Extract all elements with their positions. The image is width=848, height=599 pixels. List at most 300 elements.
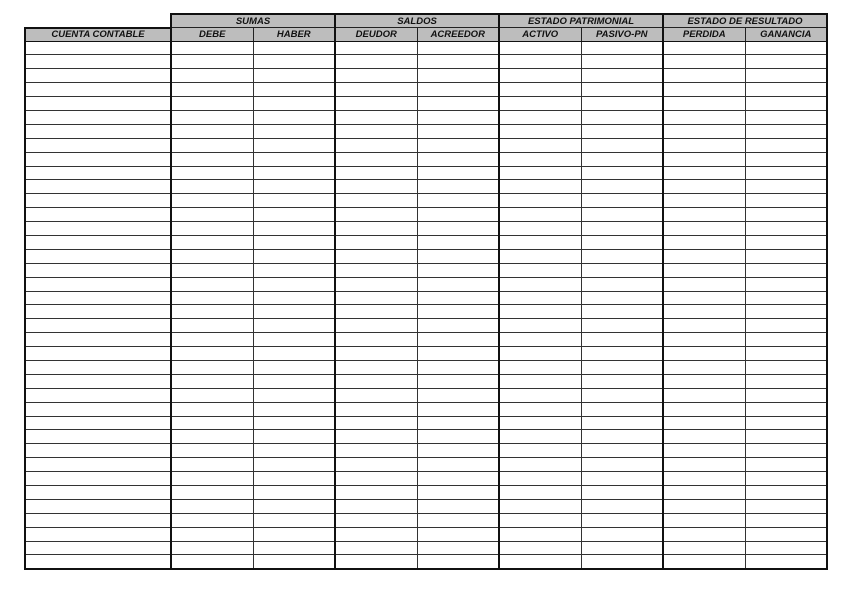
cell-ganancia[interactable] — [745, 194, 827, 208]
cell-pasivo[interactable] — [581, 41, 663, 55]
cell-cuenta[interactable] — [25, 513, 171, 527]
cell-ganancia[interactable] — [745, 263, 827, 277]
cell-ganancia[interactable] — [745, 388, 827, 402]
cell-acreedor[interactable] — [417, 180, 499, 194]
cell-pasivo[interactable] — [581, 152, 663, 166]
cell-debe[interactable] — [171, 180, 253, 194]
cell-cuenta[interactable] — [25, 208, 171, 222]
cell-deudor[interactable] — [335, 249, 417, 263]
cell-haber[interactable] — [253, 97, 335, 111]
cell-ganancia[interactable] — [745, 124, 827, 138]
cell-ganancia[interactable] — [745, 249, 827, 263]
cell-haber[interactable] — [253, 110, 335, 124]
cell-debe[interactable] — [171, 416, 253, 430]
cell-cuenta[interactable] — [25, 138, 171, 152]
cell-cuenta[interactable] — [25, 402, 171, 416]
cell-deudor[interactable] — [335, 527, 417, 541]
cell-acreedor[interactable] — [417, 486, 499, 500]
cell-pasivo[interactable] — [581, 347, 663, 361]
cell-ganancia[interactable] — [745, 444, 827, 458]
cell-debe[interactable] — [171, 347, 253, 361]
cell-haber[interactable] — [253, 402, 335, 416]
cell-debe[interactable] — [171, 541, 253, 555]
cell-haber[interactable] — [253, 430, 335, 444]
cell-cuenta[interactable] — [25, 69, 171, 83]
cell-perdida[interactable] — [663, 277, 745, 291]
cell-pasivo[interactable] — [581, 138, 663, 152]
cell-pasivo[interactable] — [581, 472, 663, 486]
cell-cuenta[interactable] — [25, 527, 171, 541]
cell-pasivo[interactable] — [581, 235, 663, 249]
cell-cuenta[interactable] — [25, 388, 171, 402]
cell-perdida[interactable] — [663, 360, 745, 374]
cell-ganancia[interactable] — [745, 69, 827, 83]
cell-deudor[interactable] — [335, 319, 417, 333]
cell-haber[interactable] — [253, 124, 335, 138]
cell-pasivo[interactable] — [581, 486, 663, 500]
cell-deudor[interactable] — [335, 83, 417, 97]
cell-acreedor[interactable] — [417, 444, 499, 458]
cell-haber[interactable] — [253, 152, 335, 166]
cell-deudor[interactable] — [335, 166, 417, 180]
cell-debe[interactable] — [171, 458, 253, 472]
cell-activo[interactable] — [499, 166, 581, 180]
cell-haber[interactable] — [253, 513, 335, 527]
cell-haber[interactable] — [253, 166, 335, 180]
cell-ganancia[interactable] — [745, 208, 827, 222]
cell-debe[interactable] — [171, 110, 253, 124]
cell-perdida[interactable] — [663, 333, 745, 347]
cell-deudor[interactable] — [335, 291, 417, 305]
cell-pasivo[interactable] — [581, 277, 663, 291]
cell-debe[interactable] — [171, 83, 253, 97]
cell-deudor[interactable] — [335, 305, 417, 319]
cell-acreedor[interactable] — [417, 110, 499, 124]
cell-ganancia[interactable] — [745, 180, 827, 194]
cell-acreedor[interactable] — [417, 499, 499, 513]
cell-ganancia[interactable] — [745, 319, 827, 333]
cell-haber[interactable] — [253, 291, 335, 305]
cell-cuenta[interactable] — [25, 486, 171, 500]
cell-ganancia[interactable] — [745, 222, 827, 236]
cell-deudor[interactable] — [335, 402, 417, 416]
cell-deudor[interactable] — [335, 152, 417, 166]
cell-perdida[interactable] — [663, 513, 745, 527]
cell-perdida[interactable] — [663, 527, 745, 541]
cell-ganancia[interactable] — [745, 97, 827, 111]
cell-activo[interactable] — [499, 41, 581, 55]
cell-debe[interactable] — [171, 305, 253, 319]
cell-perdida[interactable] — [663, 486, 745, 500]
cell-activo[interactable] — [499, 291, 581, 305]
cell-activo[interactable] — [499, 333, 581, 347]
cell-perdida[interactable] — [663, 388, 745, 402]
cell-activo[interactable] — [499, 277, 581, 291]
cell-pasivo[interactable] — [581, 166, 663, 180]
cell-acreedor[interactable] — [417, 319, 499, 333]
cell-deudor[interactable] — [335, 430, 417, 444]
cell-pasivo[interactable] — [581, 527, 663, 541]
cell-perdida[interactable] — [663, 402, 745, 416]
cell-haber[interactable] — [253, 374, 335, 388]
cell-ganancia[interactable] — [745, 333, 827, 347]
cell-ganancia[interactable] — [745, 138, 827, 152]
cell-acreedor[interactable] — [417, 527, 499, 541]
cell-acreedor[interactable] — [417, 347, 499, 361]
cell-haber[interactable] — [253, 472, 335, 486]
cell-deudor[interactable] — [335, 222, 417, 236]
cell-deudor[interactable] — [335, 472, 417, 486]
cell-cuenta[interactable] — [25, 458, 171, 472]
cell-activo[interactable] — [499, 527, 581, 541]
cell-haber[interactable] — [253, 249, 335, 263]
cell-acreedor[interactable] — [417, 124, 499, 138]
cell-debe[interactable] — [171, 513, 253, 527]
cell-cuenta[interactable] — [25, 347, 171, 361]
cell-activo[interactable] — [499, 110, 581, 124]
cell-perdida[interactable] — [663, 555, 745, 569]
cell-pasivo[interactable] — [581, 458, 663, 472]
cell-activo[interactable] — [499, 458, 581, 472]
cell-pasivo[interactable] — [581, 333, 663, 347]
cell-cuenta[interactable] — [25, 472, 171, 486]
cell-perdida[interactable] — [663, 541, 745, 555]
cell-pasivo[interactable] — [581, 402, 663, 416]
cell-activo[interactable] — [499, 444, 581, 458]
cell-deudor[interactable] — [335, 555, 417, 569]
cell-debe[interactable] — [171, 374, 253, 388]
cell-perdida[interactable] — [663, 416, 745, 430]
cell-cuenta[interactable] — [25, 416, 171, 430]
cell-acreedor[interactable] — [417, 55, 499, 69]
cell-haber[interactable] — [253, 388, 335, 402]
cell-debe[interactable] — [171, 69, 253, 83]
cell-cuenta[interactable] — [25, 333, 171, 347]
cell-activo[interactable] — [499, 472, 581, 486]
cell-perdida[interactable] — [663, 458, 745, 472]
cell-perdida[interactable] — [663, 166, 745, 180]
cell-acreedor[interactable] — [417, 222, 499, 236]
cell-activo[interactable] — [499, 541, 581, 555]
cell-perdida[interactable] — [663, 347, 745, 361]
cell-pasivo[interactable] — [581, 499, 663, 513]
cell-debe[interactable] — [171, 319, 253, 333]
cell-cuenta[interactable] — [25, 124, 171, 138]
cell-haber[interactable] — [253, 305, 335, 319]
cell-deudor[interactable] — [335, 374, 417, 388]
cell-haber[interactable] — [253, 180, 335, 194]
cell-activo[interactable] — [499, 305, 581, 319]
cell-debe[interactable] — [171, 555, 253, 569]
cell-cuenta[interactable] — [25, 222, 171, 236]
cell-deudor[interactable] — [335, 458, 417, 472]
cell-haber[interactable] — [253, 319, 335, 333]
cell-debe[interactable] — [171, 277, 253, 291]
cell-haber[interactable] — [253, 458, 335, 472]
cell-acreedor[interactable] — [417, 277, 499, 291]
cell-activo[interactable] — [499, 347, 581, 361]
cell-pasivo[interactable] — [581, 69, 663, 83]
cell-perdida[interactable] — [663, 152, 745, 166]
cell-debe[interactable] — [171, 235, 253, 249]
cell-pasivo[interactable] — [581, 444, 663, 458]
cell-perdida[interactable] — [663, 194, 745, 208]
cell-cuenta[interactable] — [25, 152, 171, 166]
cell-activo[interactable] — [499, 83, 581, 97]
cell-cuenta[interactable] — [25, 110, 171, 124]
cell-debe[interactable] — [171, 97, 253, 111]
cell-perdida[interactable] — [663, 41, 745, 55]
cell-deudor[interactable] — [335, 124, 417, 138]
cell-perdida[interactable] — [663, 249, 745, 263]
cell-haber[interactable] — [253, 138, 335, 152]
cell-perdida[interactable] — [663, 110, 745, 124]
cell-activo[interactable] — [499, 55, 581, 69]
cell-activo[interactable] — [499, 374, 581, 388]
cell-cuenta[interactable] — [25, 291, 171, 305]
cell-acreedor[interactable] — [417, 291, 499, 305]
cell-deudor[interactable] — [335, 235, 417, 249]
cell-debe[interactable] — [171, 360, 253, 374]
cell-ganancia[interactable] — [745, 541, 827, 555]
cell-perdida[interactable] — [663, 180, 745, 194]
cell-cuenta[interactable] — [25, 41, 171, 55]
cell-cuenta[interactable] — [25, 235, 171, 249]
cell-debe[interactable] — [171, 166, 253, 180]
cell-activo[interactable] — [499, 499, 581, 513]
cell-haber[interactable] — [253, 555, 335, 569]
cell-perdida[interactable] — [663, 55, 745, 69]
cell-deudor[interactable] — [335, 69, 417, 83]
cell-haber[interactable] — [253, 69, 335, 83]
cell-deudor[interactable] — [335, 138, 417, 152]
cell-pasivo[interactable] — [581, 305, 663, 319]
cell-cuenta[interactable] — [25, 180, 171, 194]
cell-debe[interactable] — [171, 472, 253, 486]
cell-ganancia[interactable] — [745, 402, 827, 416]
cell-deudor[interactable] — [335, 347, 417, 361]
cell-deudor[interactable] — [335, 486, 417, 500]
cell-haber[interactable] — [253, 208, 335, 222]
cell-deudor[interactable] — [335, 499, 417, 513]
cell-haber[interactable] — [253, 541, 335, 555]
cell-acreedor[interactable] — [417, 166, 499, 180]
cell-pasivo[interactable] — [581, 388, 663, 402]
cell-acreedor[interactable] — [417, 402, 499, 416]
cell-haber[interactable] — [253, 194, 335, 208]
cell-ganancia[interactable] — [745, 166, 827, 180]
cell-activo[interactable] — [499, 69, 581, 83]
cell-ganancia[interactable] — [745, 110, 827, 124]
cell-acreedor[interactable] — [417, 152, 499, 166]
cell-ganancia[interactable] — [745, 513, 827, 527]
cell-perdida[interactable] — [663, 222, 745, 236]
cell-haber[interactable] — [253, 444, 335, 458]
cell-debe[interactable] — [171, 208, 253, 222]
cell-debe[interactable] — [171, 138, 253, 152]
cell-deudor[interactable] — [335, 277, 417, 291]
cell-pasivo[interactable] — [581, 222, 663, 236]
cell-activo[interactable] — [499, 249, 581, 263]
cell-deudor[interactable] — [335, 180, 417, 194]
cell-cuenta[interactable] — [25, 374, 171, 388]
cell-deudor[interactable] — [335, 360, 417, 374]
cell-debe[interactable] — [171, 402, 253, 416]
cell-perdida[interactable] — [663, 263, 745, 277]
cell-pasivo[interactable] — [581, 110, 663, 124]
cell-perdida[interactable] — [663, 235, 745, 249]
cell-ganancia[interactable] — [745, 472, 827, 486]
cell-acreedor[interactable] — [417, 374, 499, 388]
cell-acreedor[interactable] — [417, 416, 499, 430]
cell-acreedor[interactable] — [417, 430, 499, 444]
cell-deudor[interactable] — [335, 513, 417, 527]
cell-activo[interactable] — [499, 416, 581, 430]
cell-debe[interactable] — [171, 152, 253, 166]
cell-acreedor[interactable] — [417, 541, 499, 555]
cell-cuenta[interactable] — [25, 194, 171, 208]
cell-debe[interactable] — [171, 486, 253, 500]
cell-debe[interactable] — [171, 222, 253, 236]
cell-deudor[interactable] — [335, 41, 417, 55]
cell-pasivo[interactable] — [581, 360, 663, 374]
cell-haber[interactable] — [253, 55, 335, 69]
cell-haber[interactable] — [253, 333, 335, 347]
cell-cuenta[interactable] — [25, 166, 171, 180]
cell-cuenta[interactable] — [25, 305, 171, 319]
cell-activo[interactable] — [499, 402, 581, 416]
cell-haber[interactable] — [253, 347, 335, 361]
cell-pasivo[interactable] — [581, 319, 663, 333]
cell-perdida[interactable] — [663, 124, 745, 138]
cell-ganancia[interactable] — [745, 486, 827, 500]
cell-ganancia[interactable] — [745, 430, 827, 444]
cell-acreedor[interactable] — [417, 305, 499, 319]
cell-acreedor[interactable] — [417, 555, 499, 569]
cell-deudor[interactable] — [335, 541, 417, 555]
cell-cuenta[interactable] — [25, 249, 171, 263]
cell-perdida[interactable] — [663, 444, 745, 458]
cell-pasivo[interactable] — [581, 541, 663, 555]
cell-activo[interactable] — [499, 222, 581, 236]
cell-cuenta[interactable] — [25, 97, 171, 111]
cell-debe[interactable] — [171, 333, 253, 347]
cell-ganancia[interactable] — [745, 347, 827, 361]
cell-pasivo[interactable] — [581, 124, 663, 138]
cell-ganancia[interactable] — [745, 41, 827, 55]
cell-haber[interactable] — [253, 263, 335, 277]
cell-perdida[interactable] — [663, 374, 745, 388]
cell-ganancia[interactable] — [745, 55, 827, 69]
cell-acreedor[interactable] — [417, 333, 499, 347]
cell-debe[interactable] — [171, 249, 253, 263]
cell-ganancia[interactable] — [745, 291, 827, 305]
cell-acreedor[interactable] — [417, 249, 499, 263]
cell-haber[interactable] — [253, 222, 335, 236]
cell-debe[interactable] — [171, 499, 253, 513]
cell-pasivo[interactable] — [581, 555, 663, 569]
cell-perdida[interactable] — [663, 208, 745, 222]
cell-haber[interactable] — [253, 499, 335, 513]
cell-acreedor[interactable] — [417, 263, 499, 277]
cell-cuenta[interactable] — [25, 430, 171, 444]
cell-cuenta[interactable] — [25, 360, 171, 374]
cell-ganancia[interactable] — [745, 374, 827, 388]
cell-debe[interactable] — [171, 124, 253, 138]
cell-activo[interactable] — [499, 430, 581, 444]
cell-debe[interactable] — [171, 263, 253, 277]
cell-pasivo[interactable] — [581, 194, 663, 208]
cell-deudor[interactable] — [335, 194, 417, 208]
cell-debe[interactable] — [171, 430, 253, 444]
cell-debe[interactable] — [171, 41, 253, 55]
cell-activo[interactable] — [499, 319, 581, 333]
cell-acreedor[interactable] — [417, 41, 499, 55]
cell-perdida[interactable] — [663, 83, 745, 97]
cell-pasivo[interactable] — [581, 97, 663, 111]
cell-debe[interactable] — [171, 291, 253, 305]
cell-activo[interactable] — [499, 180, 581, 194]
cell-ganancia[interactable] — [745, 458, 827, 472]
cell-haber[interactable] — [253, 41, 335, 55]
cell-haber[interactable] — [253, 83, 335, 97]
cell-activo[interactable] — [499, 263, 581, 277]
cell-pasivo[interactable] — [581, 249, 663, 263]
cell-ganancia[interactable] — [745, 555, 827, 569]
cell-ganancia[interactable] — [745, 527, 827, 541]
cell-activo[interactable] — [499, 138, 581, 152]
cell-deudor[interactable] — [335, 263, 417, 277]
cell-acreedor[interactable] — [417, 194, 499, 208]
cell-activo[interactable] — [499, 194, 581, 208]
cell-perdida[interactable] — [663, 291, 745, 305]
cell-perdida[interactable] — [663, 97, 745, 111]
cell-pasivo[interactable] — [581, 180, 663, 194]
cell-ganancia[interactable] — [745, 277, 827, 291]
cell-acreedor[interactable] — [417, 138, 499, 152]
cell-ganancia[interactable] — [745, 235, 827, 249]
cell-deudor[interactable] — [335, 388, 417, 402]
cell-pasivo[interactable] — [581, 374, 663, 388]
cell-debe[interactable] — [171, 527, 253, 541]
cell-cuenta[interactable] — [25, 83, 171, 97]
cell-haber[interactable] — [253, 277, 335, 291]
cell-perdida[interactable] — [663, 499, 745, 513]
cell-ganancia[interactable] — [745, 83, 827, 97]
cell-acreedor[interactable] — [417, 472, 499, 486]
cell-activo[interactable] — [499, 486, 581, 500]
cell-deudor[interactable] — [335, 55, 417, 69]
cell-haber[interactable] — [253, 527, 335, 541]
cell-ganancia[interactable] — [745, 152, 827, 166]
cell-pasivo[interactable] — [581, 513, 663, 527]
cell-acreedor[interactable] — [417, 388, 499, 402]
cell-acreedor[interactable] — [417, 83, 499, 97]
cell-cuenta[interactable] — [25, 499, 171, 513]
cell-cuenta[interactable] — [25, 555, 171, 569]
cell-deudor[interactable] — [335, 208, 417, 222]
cell-deudor[interactable] — [335, 110, 417, 124]
cell-activo[interactable] — [499, 97, 581, 111]
cell-activo[interactable] — [499, 360, 581, 374]
cell-haber[interactable] — [253, 360, 335, 374]
cell-debe[interactable] — [171, 55, 253, 69]
cell-cuenta[interactable] — [25, 444, 171, 458]
cell-pasivo[interactable] — [581, 263, 663, 277]
cell-cuenta[interactable] — [25, 541, 171, 555]
cell-perdida[interactable] — [663, 69, 745, 83]
cell-perdida[interactable] — [663, 319, 745, 333]
